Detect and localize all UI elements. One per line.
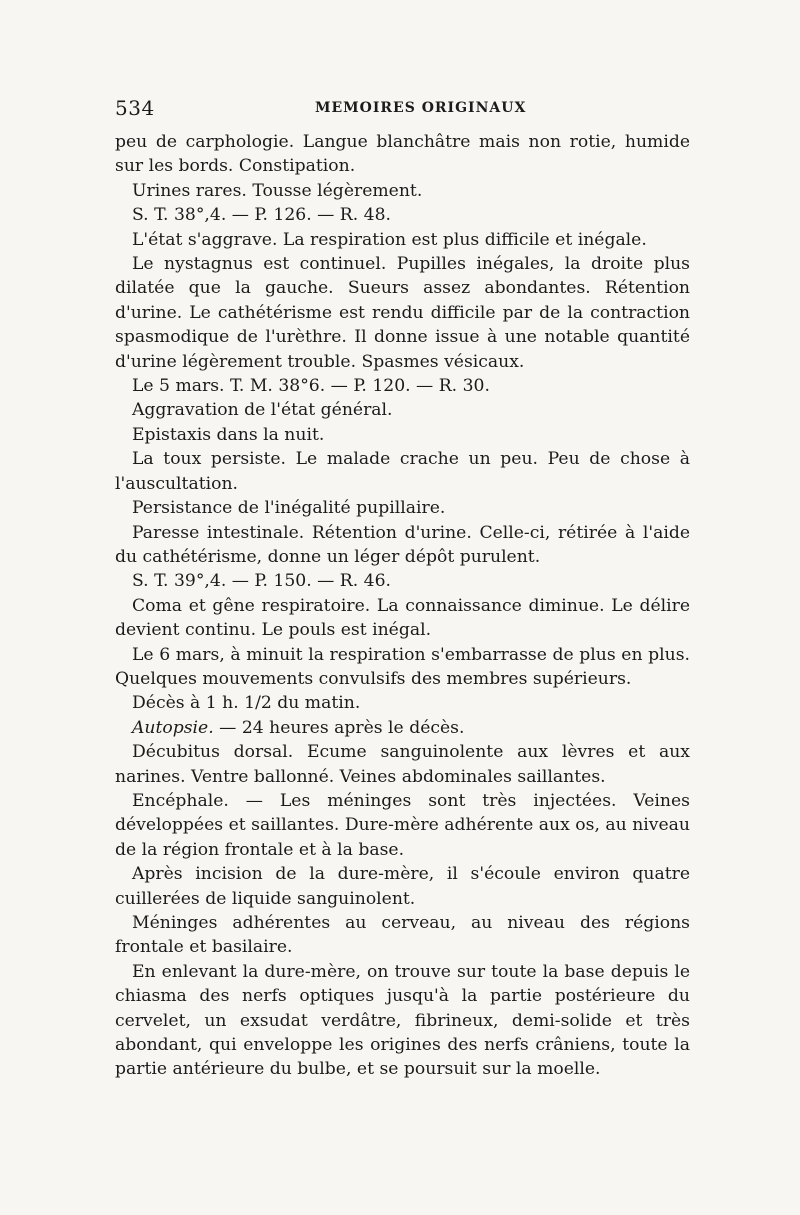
paragraph-decubitus: Décubitus dorsal. Ecume sanguinolente aux lèvres et aux narines. Ventre ballonné. Veines abdominales saillantes. [115,742,690,787]
paragraph-vitals-1: S. T. 38°,4. — P. 126. — R. 48. [132,205,391,226]
paragraph-encephale: Encéphale. — Les méninges sont très injectées. Veines développées et saillantes. Dure-mère adhérente aux os, au niveau de la région frontale et à la base. [115,790,690,860]
paragraph-5-mars: Le 5 mars. T. M. 38°6. — P. 120. — R. 30. [132,376,490,397]
page-number: 534 [115,96,155,120]
paragraph-meninges: Méninges adhérentes au cerveau, au niveau des régions frontale et basilaire. [115,913,690,958]
paragraph-autopsie [115,716,690,740]
paragraph-urines: Urines rares. Tousse légèrement. [132,180,423,201]
paragraph-deces: Décès à 1 h. 1/2 du matin. [132,693,361,714]
running-title: MEMOIRES ORIGINAUX [315,100,527,116]
paragraph-toux: La toux persiste. Le malade crache un peu. Peu de chose à l'auscultation. [115,449,690,494]
paragraph-carphologie: peu de carphologie. Langue blanchâtre mais non rotie, humide sur les bords. Constipation. [115,132,690,177]
paragraph-paresse: Paresse intestinale. Rétention d'urine. Celle-ci, rétirée à l'aide du cathétérisme, donne un léger dépôt purulent. [115,522,690,567]
paragraph-6-mars: Le 6 mars, à minuit la respiration s'embarrasse de plus en plus. Quelques mouvements convulsifs des membres supérieurs. [115,644,690,689]
paragraph-vitals-2: S. T. 39°,4. — P. 150. — R. 46. [132,571,391,592]
paragraph-dure-mere: En enlevant la dure-mère, on trouve sur toute la base depuis le chiasma des nerfs optiques jusqu'à la partie postérieure du cervelet, un exsudat verdâtre, fibrineux, demi-solide et très abondant, qui enveloppe les origines des nerfs crâniens, toute la partie antérieure du bulbe, et se poursuit sur la moelle. [115,961,690,1080]
paragraph-incision: Après incision de la dure-mère, il s'écoule environ quatre cuillerées de liquide sanguinolent. [115,864,690,909]
paragraph-aggravation: Aggravation de l'état général. [132,400,393,421]
body-text [115,130,690,1082]
autopsie-label: Autopsie. [132,717,214,738]
paragraph-coma: Coma et gêne respiratoire. La connaissance diminue. Le délire devient continu. Le pouls est inégal. [115,595,690,641]
autopsie-text: — 24 heures après le décès. [219,717,465,738]
paragraph-aggrave: L'état s'aggrave. La respiration est plus difficile et inégale. [132,229,647,250]
paragraph-epistaxis: Epistaxis dans la nuit. [132,424,325,445]
paragraph-persistance: Persistance de l'inégalité pupillaire. [132,498,446,519]
paragraph-nystagnus: Le nystagnus est continuel. Pupilles inégales, la droite plus dilatée que la gauche. Sueurs assez abondantes. Rétention d'urine. Le cathétérisme est rendu difficile par de la contraction spasmodique de l'urèthre. Il donne issue à une notable quantité d'urine légèrement trouble. Spasmes vésicaux. [115,254,690,372]
page-header [115,96,690,122]
